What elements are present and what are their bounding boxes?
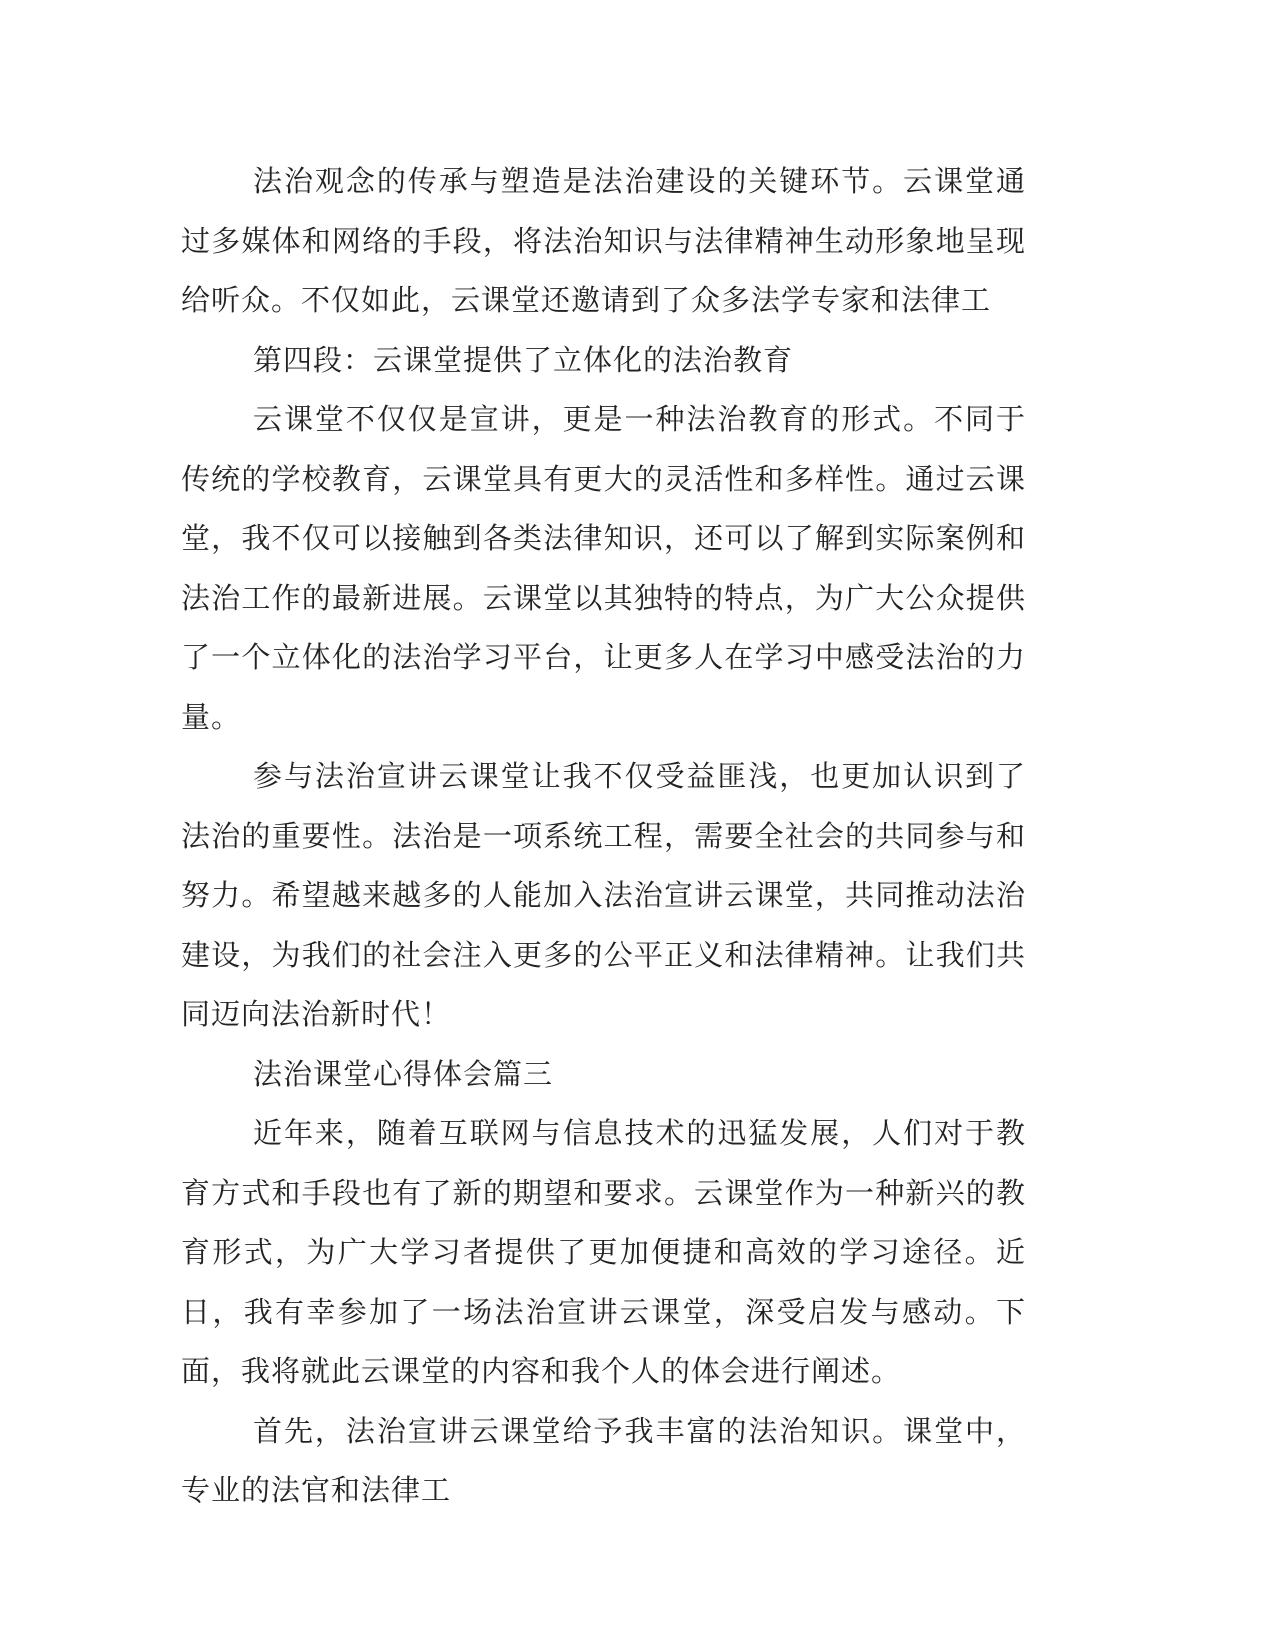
paragraph-participation-reflection: 参与法治宣讲云课堂让我不仅受益匪浅，也更加认识到了法治的重要性。法治是一项系统工程，需要全社会的共同参与和努力。希望越来越多的人能加入法治宣讲云课堂，共同推动法治建设，为我们的社会注入更多的公平正义和法律精神。让我们共同迈向法治新时代！: [181, 759, 1026, 1031]
paragraph-first-point: 首先，法治宣讲云课堂给予我丰富的法治知识。课堂中，专业的法官和法律工: [181, 1413, 1026, 1507]
section-heading-fourth: 第四段：云课堂提供了立体化的法治教育: [253, 342, 794, 377]
document-page: [181, 152, 1026, 1521]
section-heading-part-three: 法治课堂心得体会篇三: [253, 1056, 554, 1091]
paragraph-cloud-classroom-education: 云课堂不仅仅是宣讲，更是一种法治教育的形式。不同于传统的学校教育，云课堂具有更大的灵活性和多样性。通过云课堂，我不仅可以接触到各类法律知识，还可以了解到实际案例和法治工作的最新进展。云课堂以其独特的特点，为广大公众提供了一个立体化的法治学习平台，让更多人在学习中感受法治的力量。: [181, 402, 1026, 734]
paragraph-rule-of-law-inheritance: 法治观念的传承与塑造是法治建设的关键环节。云课堂通过多媒体和网络的手段，将法治知识与法律精神生动形象地呈现给听众。不仅如此，云课堂还邀请到了众多法学专家和法律工: [181, 164, 1026, 317]
paragraph-internet-education: 近年来，随着互联网与信息技术的迅猛发展，人们对于教育方式和手段也有了新的期望和要求。云课堂作为一种新兴的教育形式，为广大学习者提供了更加便捷和高效的学习途径。近日，我有幸参加了一场法治宣讲云课堂，深受启发与感动。下面，我将就此云课堂的内容和我个人的体会进行阐述。: [181, 1116, 1026, 1388]
